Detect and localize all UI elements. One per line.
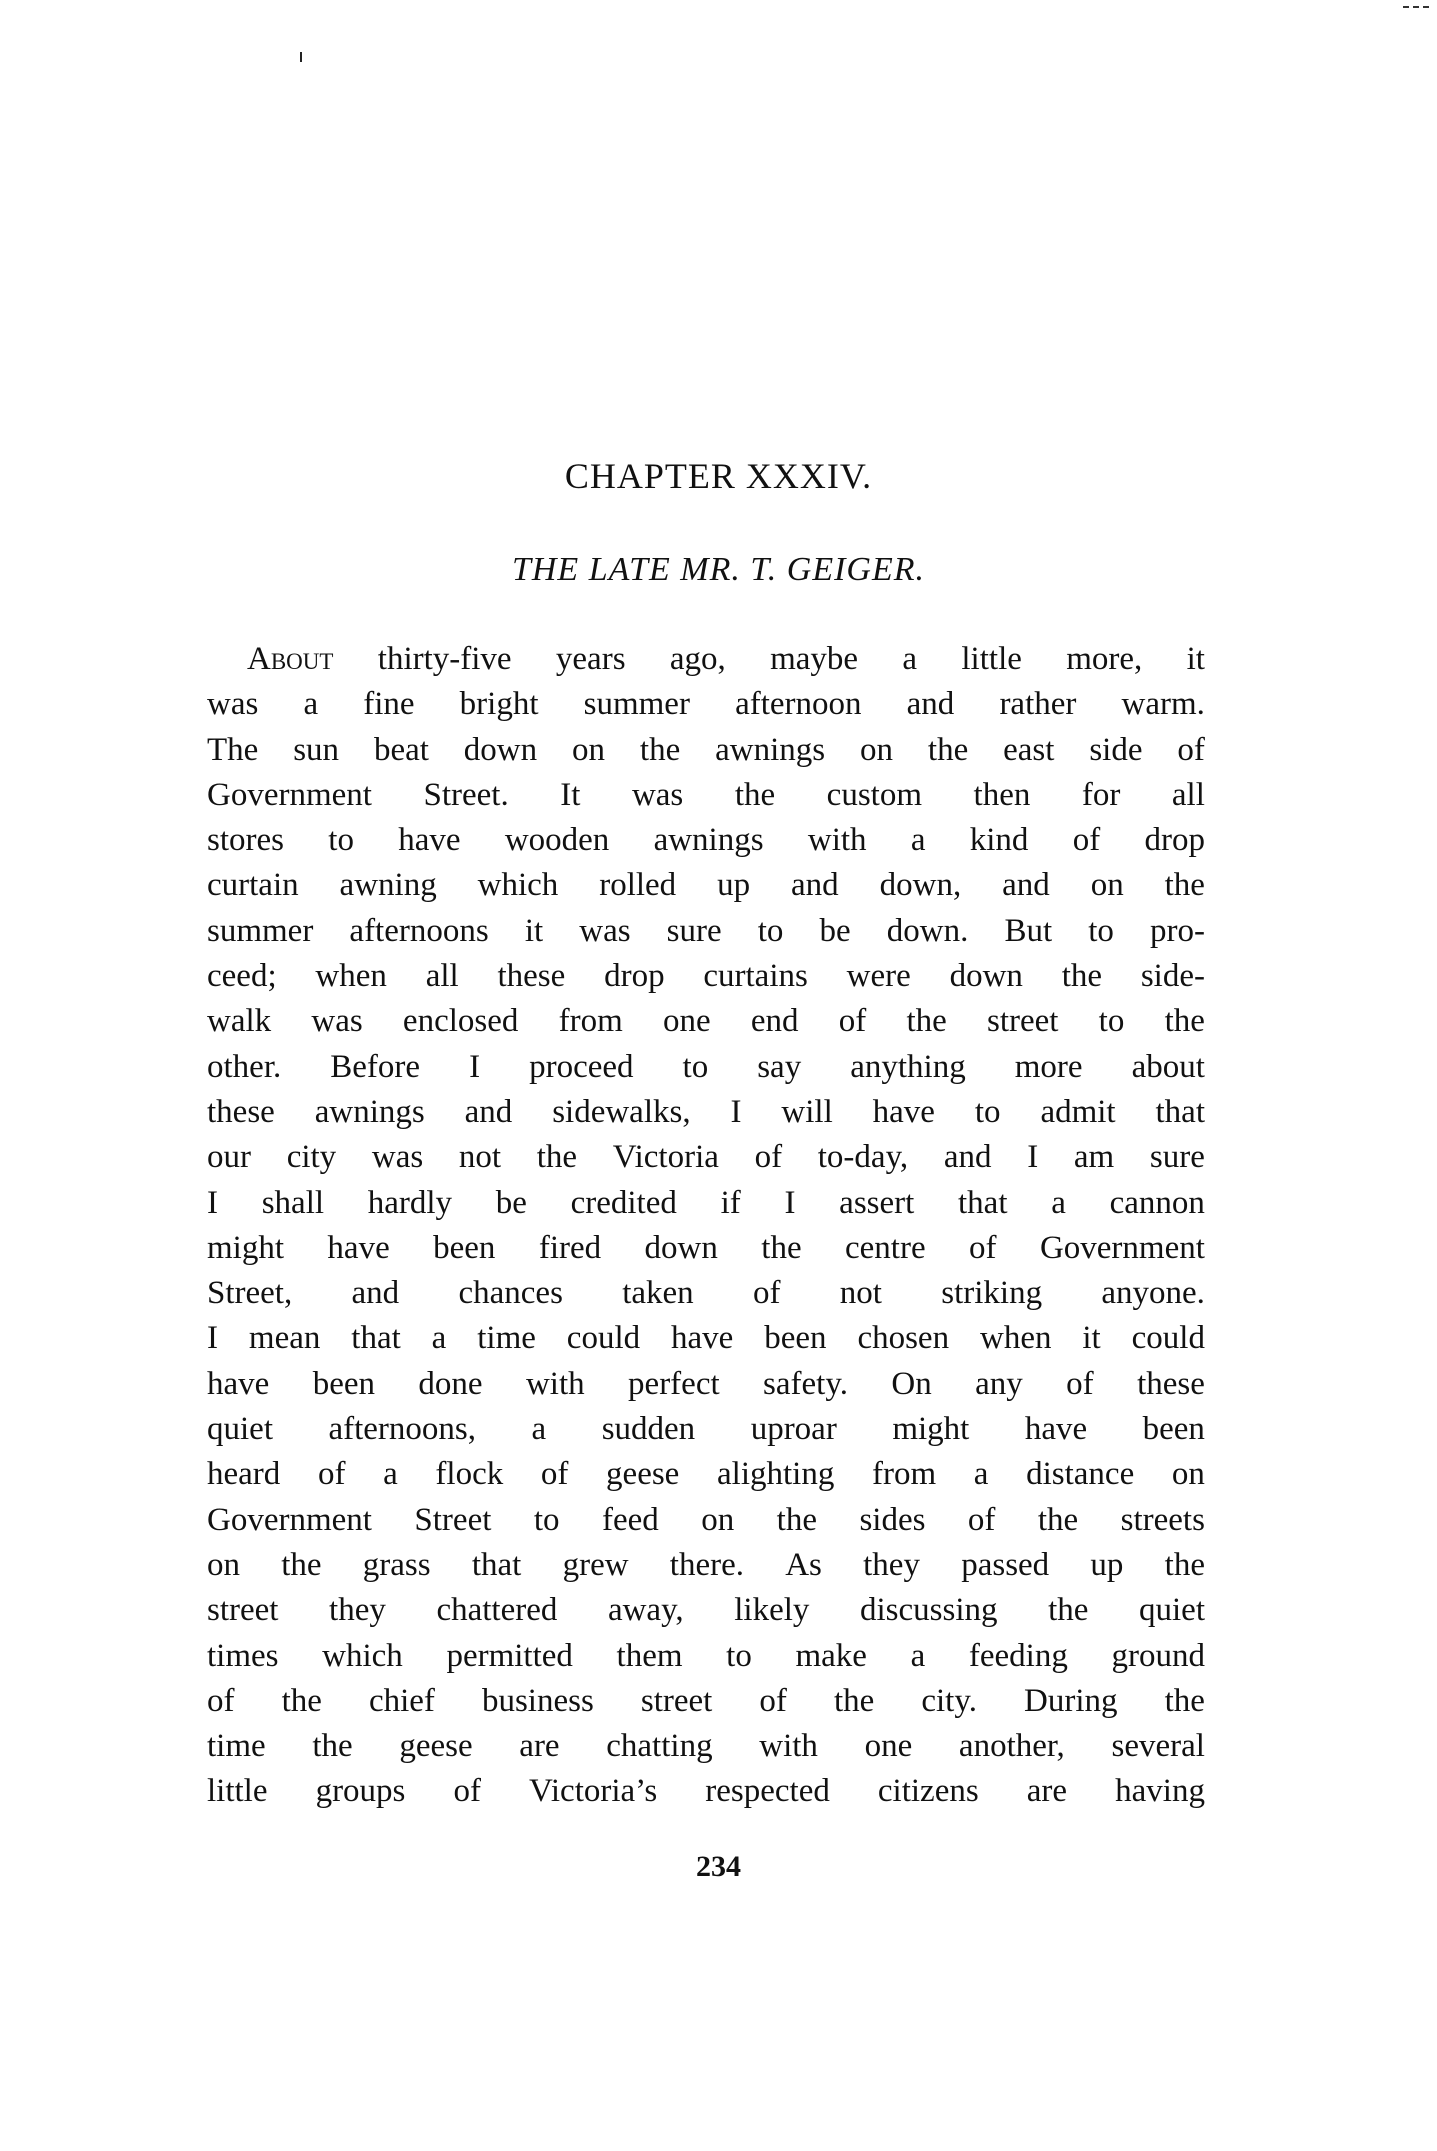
word: proceed [529, 1048, 634, 1085]
word: up [1090, 1546, 1124, 1583]
word: I [207, 1184, 218, 1221]
word: the [536, 1139, 578, 1176]
scan-speck [300, 52, 302, 62]
word: I [784, 1184, 796, 1221]
word: drop [1144, 822, 1205, 859]
word: geese [606, 1456, 680, 1493]
word: rolled [599, 867, 677, 904]
word: there. [669, 1546, 744, 1583]
word: wooden [504, 822, 610, 859]
word: flock [435, 1456, 504, 1493]
word: to [533, 1501, 560, 1538]
word: of [754, 1139, 783, 1176]
word: might [892, 1411, 970, 1448]
word: on [572, 731, 606, 768]
word: on [701, 1501, 735, 1538]
word: of [759, 1682, 787, 1719]
word: Victoria [612, 1139, 719, 1176]
word: I [1027, 1139, 1039, 1176]
word: But [1004, 912, 1053, 949]
word: curtains [703, 958, 808, 995]
word: the [761, 1229, 802, 1266]
word: any [975, 1365, 1023, 1402]
word: if [720, 1184, 741, 1221]
word: of [969, 1229, 997, 1266]
word: awning [339, 867, 437, 904]
word: and [791, 867, 839, 904]
word: sure [666, 912, 722, 949]
word: the [927, 731, 969, 768]
word: grew [562, 1546, 629, 1583]
text-line [207, 909, 1205, 954]
text-line [207, 1045, 1205, 1090]
word: another, [958, 1728, 1065, 1765]
word: On [891, 1365, 932, 1402]
word: I [207, 1320, 218, 1357]
word: chief [368, 1682, 435, 1719]
word: the [1164, 1546, 1205, 1583]
word: fired [538, 1229, 602, 1266]
word: the [1164, 1682, 1205, 1719]
word: more, [1066, 641, 1143, 677]
word: for [1081, 776, 1121, 813]
word: that [351, 1320, 401, 1357]
word: of [540, 1456, 569, 1493]
word: been [1142, 1411, 1205, 1448]
word: of [752, 1275, 781, 1312]
word: Government [1039, 1229, 1205, 1266]
word: centre [845, 1229, 926, 1266]
chapter-heading: CHAPTER XXXIV. [564, 456, 873, 496]
word: afternoons, [328, 1411, 477, 1448]
word: grass [362, 1546, 431, 1583]
word: of [1072, 822, 1101, 859]
word: sidewalks, [552, 1093, 691, 1130]
word: taken [622, 1275, 694, 1312]
word: these [1137, 1365, 1205, 1402]
word: are [519, 1728, 560, 1765]
text-line [207, 1316, 1205, 1361]
word: alighting [717, 1456, 835, 1493]
text-line [207, 818, 1205, 863]
word: our [207, 1139, 251, 1176]
word: about [1131, 1048, 1205, 1085]
word: a [303, 686, 319, 723]
word: Before [330, 1048, 421, 1085]
word: ago, [669, 641, 726, 677]
word: have [671, 1320, 734, 1357]
word: the [1061, 958, 1103, 995]
word: drop [604, 958, 665, 995]
word: curtain [207, 867, 299, 904]
text-line [207, 863, 1205, 908]
word: ceed; [207, 958, 277, 995]
word: have [398, 822, 461, 859]
word: summer [207, 912, 314, 949]
word: the [639, 731, 681, 768]
word: a [902, 641, 918, 677]
word: mean [248, 1320, 321, 1357]
word: citizens [877, 1773, 979, 1810]
word: a [910, 1637, 926, 1674]
text-line [207, 999, 1205, 1044]
word: done [418, 1365, 483, 1402]
word: to [1088, 912, 1114, 949]
word: I [469, 1048, 481, 1085]
word: which [477, 867, 559, 904]
word: anyone. [1101, 1275, 1205, 1312]
word: afternoon [735, 686, 862, 723]
word: time [207, 1728, 266, 1765]
word: side [1089, 731, 1143, 768]
word: with [525, 1365, 585, 1402]
word: be [819, 912, 851, 949]
word: and [943, 1139, 992, 1176]
word: likely [734, 1592, 810, 1629]
word: bright [459, 686, 539, 723]
word: the [906, 1003, 947, 1040]
word: years [555, 641, 626, 677]
word: from [558, 1003, 623, 1040]
word: As [785, 1546, 822, 1583]
word: During [1024, 1682, 1118, 1719]
word: a [910, 822, 926, 859]
word: could [566, 1320, 641, 1357]
word: the [312, 1728, 353, 1765]
word: that [958, 1184, 1008, 1221]
text-line [207, 1769, 1205, 1814]
word: shall [261, 1184, 325, 1221]
word: are [1026, 1773, 1068, 1810]
word: say [757, 1048, 802, 1085]
word: was [207, 686, 259, 723]
word: ground [1111, 1637, 1205, 1674]
page-number: 234 [696, 1850, 741, 1883]
word: uproar [750, 1411, 837, 1448]
word: street [207, 1592, 279, 1629]
word: will [781, 1093, 833, 1130]
word: business [481, 1682, 594, 1719]
word: afternoons [349, 912, 489, 949]
word: warm. [1121, 686, 1205, 723]
word: cannon [1109, 1184, 1205, 1221]
word: on [860, 731, 894, 768]
word: of [1066, 1365, 1094, 1402]
word: it [1186, 641, 1205, 677]
word: thirty-five [377, 641, 512, 677]
word: more [1014, 1048, 1083, 1085]
word: passed [961, 1546, 1050, 1583]
body-text [207, 637, 1205, 1815]
word: heard [207, 1456, 281, 1493]
word: that [471, 1546, 522, 1583]
word: the [1164, 1003, 1205, 1040]
word: of [838, 1003, 867, 1040]
word: groups [315, 1773, 406, 1810]
word: of [207, 1682, 235, 1719]
word: was [311, 1003, 363, 1040]
word: Street. [423, 776, 509, 813]
word: little [207, 1773, 268, 1810]
word: having [1115, 1773, 1205, 1810]
text-line [207, 637, 1205, 682]
word: awnings [653, 822, 764, 859]
text-line [207, 728, 1205, 773]
word: it [1082, 1320, 1101, 1357]
word: might [207, 1229, 285, 1266]
word: down [463, 731, 538, 768]
word: of [967, 1501, 996, 1538]
text-line [207, 773, 1205, 818]
word: the [281, 1682, 322, 1719]
word: on [1171, 1456, 1205, 1493]
word: quiet [207, 1411, 273, 1448]
text-line [207, 1362, 1205, 1407]
word: and [906, 686, 955, 723]
word: all [1171, 776, 1205, 813]
word: on [207, 1546, 240, 1583]
word: to [1098, 1003, 1125, 1040]
word: down [949, 958, 1023, 995]
word: down [644, 1229, 718, 1266]
word: of [1177, 731, 1205, 768]
word: and [1002, 867, 1050, 904]
word: all [425, 958, 459, 995]
word: one [864, 1728, 913, 1765]
word: maybe [770, 641, 859, 677]
word: feeding [968, 1637, 1068, 1674]
word: time [477, 1320, 536, 1357]
word: am [1073, 1139, 1115, 1176]
word: awnings [314, 1093, 425, 1130]
word: not [458, 1139, 502, 1176]
word: one [662, 1003, 711, 1040]
word: sides [859, 1501, 926, 1538]
word: the [1164, 867, 1205, 904]
word: a [383, 1456, 398, 1493]
word: About [247, 641, 334, 677]
word: to [328, 822, 354, 859]
text-line [207, 1407, 1205, 1452]
word: pro- [1150, 912, 1205, 949]
word: have [327, 1229, 390, 1266]
word: when [979, 1320, 1052, 1357]
word: street [986, 1003, 1059, 1040]
word: rather [999, 686, 1077, 723]
word: several [1111, 1728, 1205, 1765]
word: little [961, 641, 1022, 677]
word: and [351, 1275, 400, 1312]
word: respected [705, 1773, 830, 1810]
word: custom [826, 776, 922, 813]
word: streets [1120, 1501, 1205, 1538]
word: these [497, 958, 566, 995]
word: were [846, 958, 911, 995]
word: of [453, 1773, 481, 1810]
word: the [281, 1546, 322, 1583]
text-line [207, 1543, 1205, 1588]
word: then [973, 776, 1031, 813]
word: chatting [606, 1728, 713, 1765]
word: have [872, 1093, 935, 1130]
word: I [730, 1093, 742, 1130]
word: make [795, 1637, 867, 1674]
word: with [759, 1728, 818, 1765]
word: to [682, 1048, 709, 1085]
word: chattered [436, 1592, 558, 1629]
word: that [1155, 1093, 1205, 1130]
word: anything [850, 1048, 966, 1085]
word: a [973, 1456, 989, 1493]
word: It [560, 776, 581, 813]
word: up [717, 867, 751, 904]
word: the [734, 776, 776, 813]
word: walk [207, 1003, 272, 1040]
word: The [207, 731, 259, 768]
word: city. [921, 1682, 977, 1719]
word: sun [293, 731, 340, 768]
word: quiet [1139, 1592, 1205, 1629]
word: the [776, 1501, 817, 1538]
word: east [1003, 731, 1055, 768]
word: the [833, 1682, 875, 1719]
text-line [207, 1498, 1205, 1543]
word: safety. [763, 1365, 848, 1402]
word: to-day, [817, 1139, 909, 1176]
word: kind [969, 822, 1029, 859]
word: chosen [857, 1320, 950, 1357]
word: assert [839, 1184, 915, 1221]
word: to [726, 1637, 752, 1674]
word: Government [207, 776, 372, 813]
word: with [807, 822, 867, 859]
word: stores [207, 822, 284, 859]
word: chances [458, 1275, 563, 1312]
word: sure [1149, 1139, 1205, 1176]
text-line [207, 1452, 1205, 1497]
word: hardly [367, 1184, 453, 1221]
word: been [433, 1229, 496, 1266]
word: times [207, 1637, 279, 1674]
word: down, [879, 867, 962, 904]
word: be [495, 1184, 527, 1221]
chapter-subtitle: THE LATE MR. T. GEIGER. [511, 551, 926, 588]
word: it [524, 912, 544, 949]
word: Victoria’s [529, 1773, 658, 1810]
text-line [207, 1679, 1205, 1724]
text-line [207, 1634, 1205, 1679]
word: could [1131, 1320, 1205, 1357]
word: these [207, 1093, 275, 1130]
word: Street, [207, 1275, 293, 1312]
word: street [640, 1682, 713, 1719]
word: from [871, 1456, 937, 1493]
text-line [207, 1181, 1205, 1226]
text-line [207, 1135, 1205, 1180]
word: a [531, 1411, 547, 1448]
word: other. [207, 1048, 282, 1085]
word: to [757, 912, 784, 949]
word: perfect [628, 1365, 720, 1402]
text-line [207, 1724, 1205, 1769]
word: distance [1026, 1456, 1135, 1493]
word: have [1024, 1411, 1088, 1448]
text-line [207, 1226, 1205, 1271]
word: city [286, 1139, 337, 1176]
word: when [315, 958, 387, 995]
word: down. [886, 912, 969, 949]
word: admit [1040, 1093, 1116, 1130]
word: awnings [715, 731, 826, 768]
word: the [1037, 1501, 1079, 1538]
text-line [207, 682, 1205, 727]
word: been [312, 1365, 375, 1402]
text-line [207, 1271, 1205, 1316]
word: them [616, 1637, 683, 1674]
word: discussing [860, 1592, 998, 1629]
word: not [839, 1275, 882, 1312]
word: a [431, 1320, 447, 1357]
word: permitted [446, 1637, 573, 1674]
word: on [1090, 867, 1124, 904]
text-line [207, 1090, 1205, 1135]
word: a [1051, 1184, 1066, 1221]
word: and [464, 1093, 513, 1130]
word: of [317, 1456, 346, 1493]
word: the [1048, 1592, 1089, 1629]
word: end [750, 1003, 799, 1040]
word: have [207, 1365, 270, 1402]
word: which [322, 1637, 403, 1674]
word: feed [601, 1501, 659, 1538]
word: they [329, 1592, 386, 1629]
scan-artifact [1403, 6, 1429, 11]
word: they [863, 1546, 920, 1583]
word: enclosed [402, 1003, 519, 1040]
word: Street [414, 1501, 492, 1538]
word: beat [373, 731, 429, 768]
word: fine [363, 686, 415, 723]
word: sudden [601, 1411, 696, 1448]
word: away, [607, 1592, 684, 1629]
word: was [579, 912, 631, 949]
word: geese [399, 1728, 473, 1765]
word: to [974, 1093, 1001, 1130]
word: been [764, 1320, 827, 1357]
word: was [631, 776, 684, 813]
word: credited [570, 1184, 677, 1221]
text-line [207, 954, 1205, 999]
word: was [371, 1139, 424, 1176]
word: summer [583, 686, 690, 723]
word: striking [941, 1275, 1043, 1312]
text-line [207, 1588, 1205, 1633]
word: Government [207, 1501, 372, 1538]
word: side- [1140, 958, 1205, 995]
